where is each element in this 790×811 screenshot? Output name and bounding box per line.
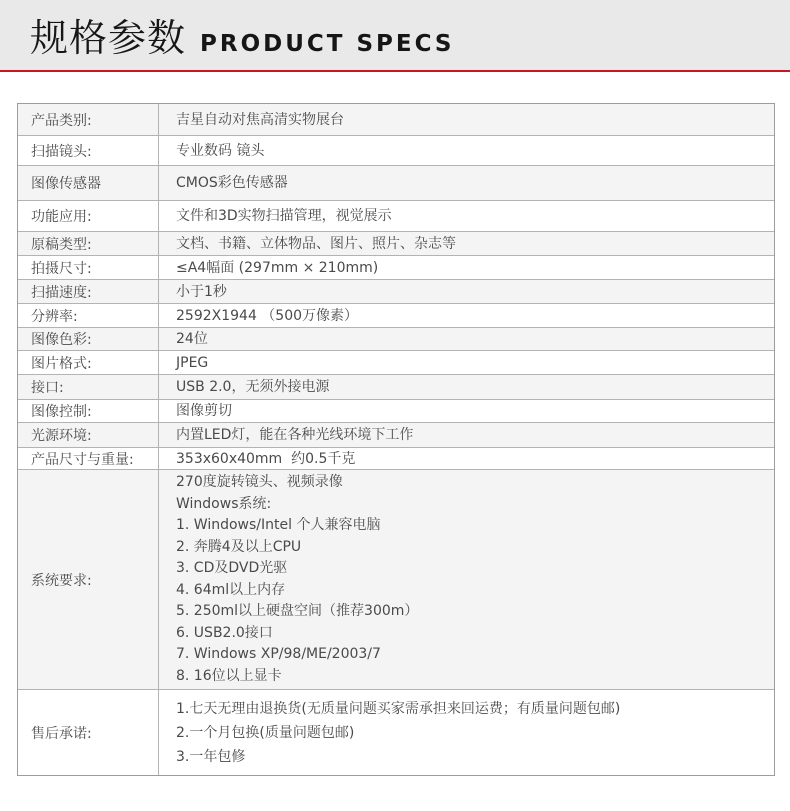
spec-value-cell (159, 423, 774, 447)
page-title-cn: 规格参数 (30, 16, 187, 60)
spec-label: 扫描速度: (31, 284, 92, 301)
spec-value-line: 1.七天无理由退换货(无质量问题买家需承担来回运费；有质量问题包邮) (176, 700, 621, 717)
spec-value-line: 6. USB2.0接口 (176, 624, 273, 641)
spec-row (18, 374, 774, 399)
spec-value-line: 小于1秒 (176, 283, 227, 300)
spec-row (18, 303, 774, 327)
spec-label: 系统要求: (31, 572, 92, 589)
spec-value-line: CMOS彩色传感器 (176, 175, 288, 191)
spec-value-line: 270度旋转镜头、视频录像 (176, 474, 343, 490)
spec-label: 接口: (31, 380, 64, 396)
spec-value-line: JPEG (176, 354, 209, 371)
spec-value-line: Windows系统: (176, 495, 272, 512)
spec-label-cell (18, 256, 159, 279)
spec-value-cell (159, 201, 774, 231)
spec-value-cell (159, 280, 774, 303)
spec-value-line: 8. 16位以上显卡 (176, 667, 282, 684)
page-title-en: PRODUCT SPECS (200, 31, 455, 57)
spec-label-cell (18, 351, 159, 374)
spec-label: 图像色彩: (31, 332, 92, 348)
spec-label-cell (18, 232, 159, 255)
spec-label: 图像控制: (31, 404, 92, 420)
spec-label-cell (18, 448, 159, 469)
spec-label-cell (18, 470, 159, 689)
spec-label-cell (18, 328, 159, 350)
spec-value-line: 吉星自动对焦高清实物展台 (176, 111, 344, 128)
spec-label-cell (18, 423, 159, 447)
spec-row (18, 350, 774, 374)
spec-value-cell (159, 351, 774, 374)
spec-value-cell (159, 470, 774, 689)
spec-value-line: 文件和3D实物扫描管理，视觉展示 (176, 208, 392, 224)
spec-label-cell (18, 166, 159, 200)
spec-value-line: 2. 奔腾4及以上CPU (176, 538, 302, 555)
spec-value-cell (159, 104, 774, 135)
spec-label-cell (18, 201, 159, 231)
spec-label: 扫描镜头: (31, 143, 92, 160)
spec-value-line: 内置LED灯，能在各种光线环境下工作 (176, 427, 414, 443)
specs-table (17, 103, 775, 776)
spec-value-cell (159, 328, 774, 350)
spec-row (18, 231, 774, 255)
spec-value-line: 3. CD及DVD光驱 (176, 560, 288, 576)
spec-value-cell (159, 375, 774, 399)
spec-value-line: 7. Windows XP/98/ME/2003/7 (176, 646, 381, 662)
spec-value-line: 353x60x40mm 约0.5千克 (176, 450, 356, 467)
spec-value-line: USB 2.0，无须外接电源 (176, 379, 330, 395)
spec-value-cell (159, 256, 774, 279)
spec-value-cell (159, 166, 774, 200)
spec-label: 分辨率: (31, 308, 78, 325)
spec-row (18, 135, 774, 165)
spec-label: 产品尺寸与重量: (31, 451, 134, 468)
spec-value-line: 3.一年包修 (176, 748, 246, 765)
spec-row (18, 422, 774, 447)
spec-value-cell (159, 690, 774, 775)
spec-row (18, 399, 774, 422)
spec-value-line: 4. 64ml以上内存 (176, 581, 286, 598)
spec-value-cell (159, 400, 774, 422)
spec-label: 原稿类型: (31, 236, 92, 253)
spec-label: 功能应用: (31, 209, 92, 225)
spec-label: 售后承诺: (31, 725, 92, 742)
spec-row (18, 200, 774, 231)
spec-value-line: 2.一个月包换(质量问题包邮) (176, 724, 355, 741)
spec-value-line: 24位 (176, 331, 208, 347)
spec-value-line: 5. 250ml以上硬盘空间（推荐300m） (176, 603, 419, 619)
spec-value-cell (159, 136, 774, 165)
spec-label-cell (18, 690, 159, 775)
spec-value-cell (159, 448, 774, 469)
spec-label-cell (18, 304, 159, 327)
spec-label: 图像传感器 (31, 176, 101, 192)
spec-label: 图片格式: (31, 355, 92, 372)
spec-row (18, 279, 774, 303)
spec-label-cell (18, 375, 159, 399)
spec-label-cell (18, 280, 159, 303)
spec-value-line: 文档、书籍、立体物品、图片、照片、杂志等 (176, 235, 456, 252)
spec-row (18, 469, 774, 689)
spec-row (18, 447, 774, 469)
spec-label: 光源环境: (31, 428, 92, 444)
spec-label-cell (18, 104, 159, 135)
spec-label-cell (18, 136, 159, 165)
spec-value-line: ≤A4幅面 (297mm × 210mm) (176, 259, 379, 276)
spec-row (18, 165, 774, 200)
spec-row (18, 255, 774, 279)
spec-value-cell (159, 232, 774, 255)
spec-label-cell (18, 400, 159, 422)
spec-label: 产品类别: (31, 112, 92, 129)
spec-row (18, 327, 774, 350)
page-header (0, 0, 790, 72)
spec-value-line: 图像剪切 (176, 403, 232, 419)
spec-value-line: 2592X1944 （500万像素） (176, 307, 359, 324)
spec-row (18, 104, 774, 135)
spec-value-line: 1. Windows/Intel 个人兼容电脑 (176, 517, 381, 533)
spec-row (18, 689, 774, 775)
spec-value-line: 专业数码 镜头 (176, 142, 265, 159)
spec-value-cell (159, 304, 774, 327)
spec-label: 拍摄尺寸: (31, 260, 92, 277)
